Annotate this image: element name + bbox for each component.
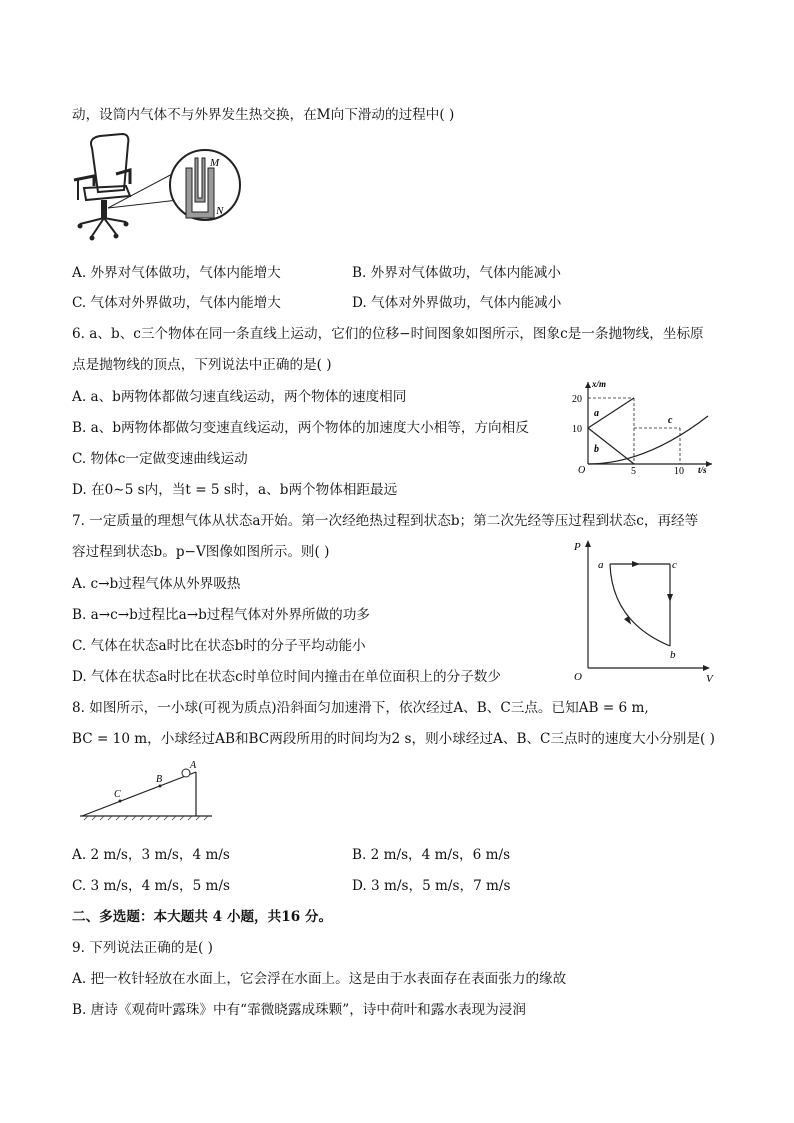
pv-y-axis-label: P bbox=[574, 541, 581, 553]
incline-label-C: C bbox=[114, 789, 121, 800]
q6-stem-line1: 6. a、b、c三个物体在同一条直线上运动，它们的位移−时间图象如图所示，图象c是一条抛物线，坐标原 bbox=[72, 326, 704, 342]
q5-option-c[interactable]: C. 气体对外界做功，气体内能增大 bbox=[72, 295, 281, 311]
q6-option-a[interactable]: A. a、b两物体都做匀速直线运动，两个物体的速度相同 bbox=[72, 389, 407, 405]
q7-stem-line1: 7. 一定质量的理想气体从状态a开始。第一次经绝热过程到状态b；第二次先经等压过程到状态c，再经等 bbox=[72, 513, 699, 529]
q8-stem-line1: 8. 如图所示，一小球(可视为质点)沿斜面匀加速滑下，依次经过A、B、C三点。已知AB = 6 m, bbox=[72, 700, 649, 716]
section-heading-multiple-choice: 二、多选题：本大题共 4 小题，共16 分。 bbox=[72, 909, 333, 925]
q6-option-b[interactable]: B. a、b两物体都做匀变速直线运动，两个物体的加速度大小相等，方向相反 bbox=[72, 420, 529, 436]
xt-ytick-20: 20 bbox=[572, 394, 582, 405]
xt-graph bbox=[562, 376, 722, 476]
q8-option-d[interactable]: D. 3 m/s，5 m/s，7 m/s bbox=[352, 878, 511, 894]
q8-option-b[interactable]: B. 2 m/s，4 m/s，6 m/s bbox=[352, 847, 511, 863]
pv-label-b: b bbox=[670, 649, 676, 661]
q6-option-d[interactable]: D. 在0∼5 s内，当t = 5 s时，a、b两个物体相距最远 bbox=[72, 482, 398, 498]
q7-option-d[interactable]: D. 气体在状态a时比在状态c时单位时间内撞击在单位面积上的分子数少 bbox=[72, 669, 501, 685]
label-M: M bbox=[210, 157, 220, 169]
q8-option-c[interactable]: C. 3 m/s，4 m/s，5 m/s bbox=[72, 878, 230, 894]
q5-stem-tail: 动，设筒内气体不与外界发生热交换，在M向下滑动的过程中( ) bbox=[72, 107, 455, 123]
xt-y-axis-label: x/m bbox=[592, 379, 607, 389]
q8-stem-line2: BC = 10 m，小球经过AB和BC两段所用的时间均为2 s，则小球经过A、B、C三点时的速度大小分别是( ) bbox=[72, 731, 715, 747]
xt-label-b: b bbox=[594, 444, 599, 455]
pv-label-a: a bbox=[598, 559, 604, 571]
q7-option-c[interactable]: C. 气体在状态a时比在状态b时的分子平均动能小 bbox=[72, 638, 366, 654]
xt-label-a: a bbox=[594, 408, 599, 419]
incline-label-B: B bbox=[156, 774, 163, 785]
pv-x-axis-label: V bbox=[706, 673, 713, 684]
xt-origin: O bbox=[578, 465, 586, 476]
incline-label-A: A bbox=[190, 760, 197, 771]
xt-xtick-10: 10 bbox=[674, 466, 684, 476]
pv-label-c: c bbox=[672, 559, 677, 571]
xt-x-axis-label: t/s bbox=[698, 465, 707, 475]
incline-figure bbox=[76, 758, 216, 824]
q9-stem: 9. 下列说法正确的是( ) bbox=[72, 940, 213, 956]
office-chair-figure bbox=[70, 130, 250, 245]
pv-origin: O bbox=[574, 671, 582, 683]
pv-graph bbox=[568, 536, 718, 684]
q5-option-b[interactable]: B. 外界对气体做功，气体内能减小 bbox=[352, 265, 561, 281]
q6-stem-line2: 点是抛物线的顶点，下列说法中正确的是( ) bbox=[72, 357, 332, 373]
xt-ytick-10: 10 bbox=[572, 424, 582, 435]
q5-option-a[interactable]: A. 外界对气体做功，气体内能增大 bbox=[72, 265, 281, 281]
label-N: N bbox=[216, 205, 224, 217]
xt-xtick-5: 5 bbox=[631, 466, 636, 476]
q9-option-b[interactable]: B. 唐诗《观荷叶露珠》中有“霏微晓露成珠颗”，诗中荷叶和露水表现为浸润 bbox=[72, 1002, 526, 1018]
q7-option-a[interactable]: A. c→b过程气体从外界吸热 bbox=[72, 576, 241, 592]
q7-stem-line2: 容过程到状态b。p−V图像如图所示。则( ) bbox=[72, 544, 330, 560]
q8-option-a[interactable]: A. 2 m/s，3 m/s，4 m/s bbox=[72, 847, 230, 863]
q9-option-a[interactable]: A. 把一枚针轻放在水面上，它会浮在水面上。这是由于水表面存在表面张力的缘故 bbox=[72, 971, 567, 987]
q6-option-c[interactable]: C. 物体c一定做变速曲线运动 bbox=[72, 451, 248, 467]
xt-label-c: c bbox=[668, 415, 673, 426]
q5-option-d[interactable]: D. 气体对外界做功，气体内能减小 bbox=[352, 295, 562, 311]
q7-option-b[interactable]: B. a→c→b过程比a→b过程气体对外界所做的功多 bbox=[72, 607, 370, 623]
